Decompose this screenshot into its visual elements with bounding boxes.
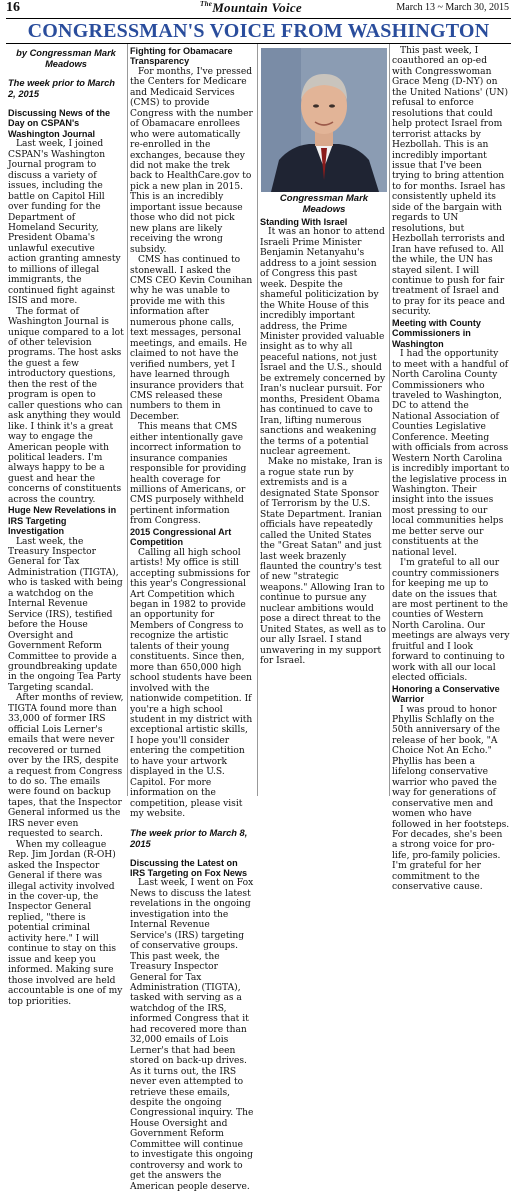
section-heading: Discussing News of the Day on CSPAN's Washington Journal (8, 108, 111, 139)
paragraph: For months, I've pressed the Centers for Medicare and Medicaid Services (CMS) to provide Congress with the number of Obamacare enrollees who were automatically re-enrolled in the exchanges, because they did not make the trek back to HealthCare.gov to pick a new plan in 2015. This is an incredibly important issue because those who did not pick new plans are likely receiving the wrong subsidy. (130, 66, 253, 255)
paragraph: I had the opportunity to meet with a handful of North Carolina County Commissioners who traveled to Washington, DC to attend the National Association of Counties Legislative Conference. Meeting with officials from across Western North Carolina is incredibly important to the legislative process in Washington. Their insight into the issues most pressing to our local communities helps me better serve our constituents at the national level. (392, 349, 510, 558)
masthead-title: Mountain Voice (212, 0, 302, 15)
section-heading: Standing With Israel (260, 217, 348, 227)
page-header (0, 0, 517, 19)
masthead-prefix: The (200, 0, 213, 8)
column-divider (389, 44, 390, 796)
week-heading: The week prior to March 8, 2015 (130, 827, 248, 849)
paragraph: Calling all high school artists! My office is still accepting submissions for this year's Congressional Art Competition which began in 1982 to provide an opportunity for Members of Congress to recognize the artistic talents of their young constituents. Since then, more than 650,000 high school students have been involved with the nationwide competition. If you're a high school student in my district with exceptional artistic skills, I hope you'll consider entering the competition to have your artwork displayed in the U.S. Capitol. For more information on the competition, please visit my website. (130, 547, 253, 820)
column-4 (392, 46, 510, 893)
paragraph: Last week, I joined CSPAN's Washington Journal program to discuss a variety of issues, including the battle on Capitol Hill over funding for the Department of Homeland Security, President Obama's unlawful executive action granting amnesty to millions of illegal immigrants, the continued fight against ISIS and more. (8, 139, 121, 307)
paragraph: Last week, the Treasury Inspector General for Tax Administration (TIGTA), who is tasked with being a watchdog on the Internal Revenue Service (IRS), testified before the House Oversight and Government Reform Committee to provide a groundbreaking update in the ongoing Tea Party Targeting scandal. (8, 536, 123, 693)
issue-dates: March 13 ~ March 30, 2015 (396, 2, 509, 13)
banner-headline: CONGRESSMAN'S VOICE FROM WASHINGTON (27, 20, 490, 42)
section-heading: Honoring a Conservative Warrior (392, 683, 500, 705)
section-heading: Discussing the Latest on IRS Targeting on Fox News (130, 857, 248, 878)
week-heading: The week prior to March 2, 2015 (8, 78, 115, 99)
paragraph: It was an honor to attend Israeli Prime Minister Benjamin Netanyahu's address to a joint session of Congress this past week. Despite the shameful politicization by the White House of this incredibly important address, the Prime Minister provided valuable insight as to why all peaceful nations, not just Israel and the U.S., should be extremely concerned by Iran's nuclear pursuit. For months, President Obama has continued to cave to Iran, lifting numerous sanctions and weakening the terms of a potential nuclear agreement. (260, 227, 386, 457)
banner-rule (6, 43, 511, 44)
section-heading: Huge New Revelations in IRS Targeting Investigation (8, 505, 117, 537)
column-divider (257, 44, 258, 796)
byline: by Congressman Mark Meadows (16, 48, 116, 69)
section-heading: 2015 Congressional Art Competition (130, 526, 232, 548)
masthead (200, 0, 302, 16)
paragraph: When my colleague Rep. Jim Jordan (R-OH) asked the Inspector General if there was illegal activity involved in the cover-up, the Inspector General replied, "there is potential criminal activity here." I will continue to stay on this issue and keep you informed. Making sure those involved are held accountable is one of my top priorities. (8, 839, 123, 1007)
paragraph: I was proud to honor Phyllis Schlafly on the 50th anniversary of the release of her book, "A Choice Not An Echo." Phyllis has been a lifelong conservative warrior who paved the way for generations of conservative men and women who have followed in her footsteps. For decades, she's been a strong voice for pro-life, pro-family policies. I'm grateful for her commitment to the conservative cause. (392, 704, 510, 893)
paragraph: The format of Washington Journal is unique compared to a lot of other television programs. The host asks the guest a few introductory questions, then the rest of the program is open to caller questions who can ask anything they would like. I think it's a great way to engage the American people with political leaders. I'm always happy to be a guest and hear the concerns of constituents across the country. (8, 306, 124, 505)
page-number: 16 (6, 0, 20, 15)
section-heading: Meeting with County Commissioners in Washington (392, 317, 481, 349)
photo-caption: Congressman Mark Meadows (279, 193, 369, 215)
paragraph: This means that CMS either intentionally gave incorrect information to insurance companies responsible for providing health coverage for millions of Americans, or CMS purposely withheld pertinent information from Congress. (130, 422, 247, 527)
header-rule (6, 18, 511, 19)
paragraph: CMS has continued to stonewall. I asked the CMS CEO Kevin Counihan why he was unable to provide me with this information after numerous phone calls, text messages, personal meetings, and emails. He claimed to not have the verified numbers, yet I have learned through insurance providers that CMS released these numbers to them in December. (130, 255, 253, 422)
column-2 (130, 46, 254, 1192)
paragraph: After months of review, TIGTA found more than 33,000 of former IRS official Lois Lerner's emails that were never recovered or turned over by the IRS, despite a request from Congress to do so. The emails were found on backup tapes, that the Inspector General informed us the IRS never even requested to search. (8, 693, 124, 840)
paragraph: Last week, I went on Fox News to discuss the latest revelations in the ongoing investigation into the Internal Revenue Service's (IRS) targeting of conservative groups. This past week, the Treasury Inspector General for Tax Administration (TIGTA), tasked with serving as a watchdog of the IRS, informed Congress that it had recovered more than 32,000 emails of Lois Lerner's that had been stored on back-up drives. As it turns out, the IRS never even attempted to retrieve these emails, despite the ongoing Congressional inquiry. The House Oversight and Government Reform Committee will continue to investigate this ongoing controversy and work to get the answers the American people deserve. (130, 878, 254, 1192)
paragraph: I'm grateful to all our country commissioners for keeping me up to date on the issues that are most pertinent to the counties of Western North Carolina. Our meetings are always very fruitful and I look forward to continuing to work with all our local elected officials. (392, 558, 510, 684)
column-3 (260, 217, 386, 797)
paragraph: This past week, I coauthored an op-ed with Congresswoman Grace Meng (D-NY) on the United Nations' (UN) refusal to enforce resolutions that could help protect Israel from terrorist attacks by Hezbollah. This is an incredibly important issue that I've been trying to bring attention to for months. Israel has consistently upheld its side of the bargain with regards to UN resolutions, but Hezbollah terrorists and Iran have refused to. All the while, the UN has stayed silent. I will continue to push for fair treatment of Israel and to pray for its peace and security. (392, 46, 509, 318)
column-1 (8, 48, 124, 1007)
column-divider (127, 44, 128, 796)
section-heading: Fighting for Obamacare Transparency (130, 46, 233, 67)
congressman-photo (261, 48, 387, 192)
paragraph: Make no mistake, Iran is a rogue state run by extremists and is a designated State Sponsor of Terrorism by the U.S. State Department. Iranian officials have repeatedly called the United States the "Great Satan" and just last week brazenly flaunted the country's test of new "strategic weapons." Allowing Iran to continue to pursue any nuclear ambitions would pose a direct threat to the United States, as well as to our ally Israel. I stand unwavering in my support for Israel. (260, 457, 386, 667)
